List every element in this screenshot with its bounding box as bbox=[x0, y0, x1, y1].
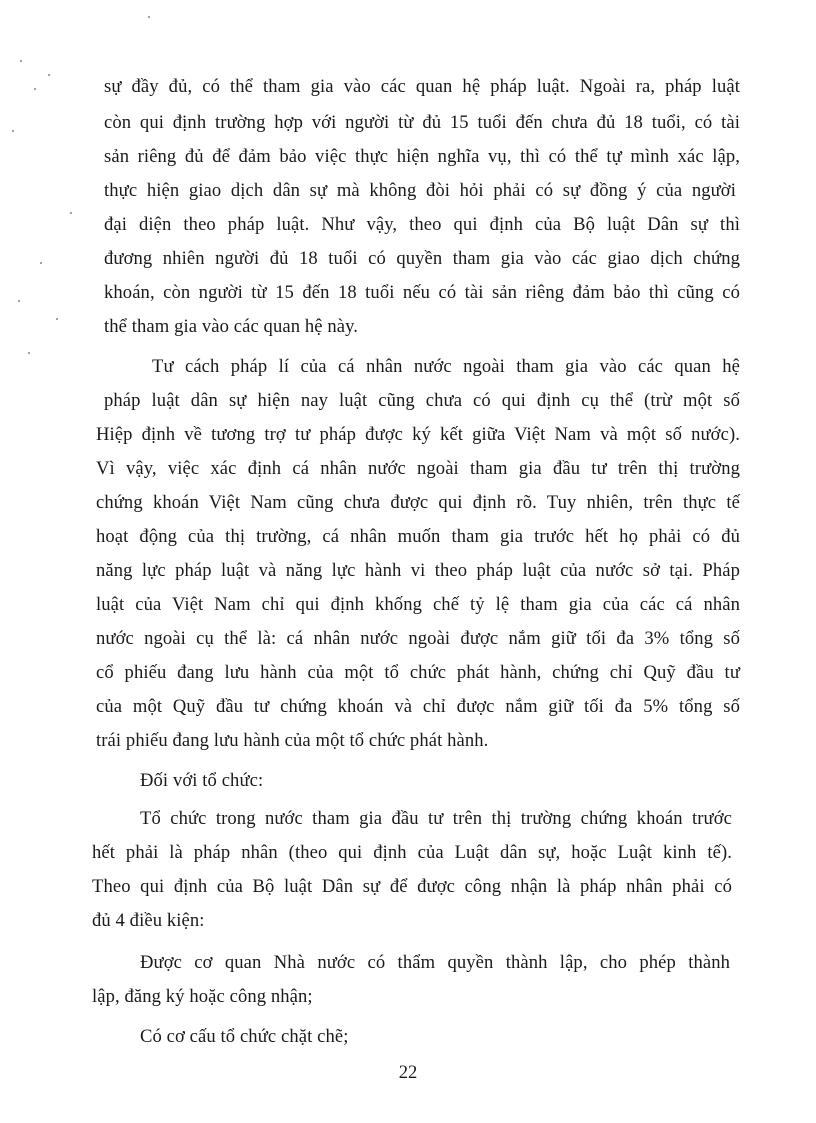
text-line: chứng khoán Việt Nam cũng chưa được qui định rõ. Tuy nhiên, trên thực tế bbox=[96, 492, 740, 513]
scan-speck bbox=[12, 130, 14, 132]
text-line: Theo qui định của Bộ luật Dân sự để được công nhận là pháp nhân phải có bbox=[92, 876, 732, 897]
text-line: khoán, còn người từ 15 đến 18 tuổi nếu có tài sản riêng đảm bảo thì cũng có bbox=[104, 282, 740, 303]
scan-speck bbox=[34, 88, 36, 90]
scan-speck bbox=[28, 352, 30, 354]
scan-speck bbox=[18, 300, 20, 302]
section-heading: Đối với tổ chức: bbox=[140, 770, 264, 791]
page-number: 22 bbox=[398, 1062, 418, 1083]
text-line: Hiệp định về tương trợ tư pháp được ký kết giữa Việt Nam và một số nước). bbox=[96, 424, 740, 445]
scan-speck bbox=[20, 60, 22, 62]
text-line: của một Quỹ đầu tư chứng khoán và chỉ được nắm giữ tối đa 5% tổng số bbox=[96, 696, 740, 717]
scan-speck bbox=[70, 212, 72, 214]
text-line: Tổ chức trong nước tham gia đầu tư trên thị trường chứng khoán trước bbox=[140, 808, 732, 829]
text-line: thể tham gia vào các quan hệ này. bbox=[104, 316, 359, 337]
text-line: pháp luật dân sự hiện nay luật cũng chưa có qui định cụ thể (trừ một số bbox=[104, 390, 740, 411]
text-line: sản riêng đủ để đảm bảo việc thực hiện nghĩa vụ, thì có thể tự mình xác lập, bbox=[104, 146, 740, 167]
text-line: Có cơ cấu tổ chức chặt chẽ; bbox=[140, 1026, 349, 1047]
text-line: sự đầy đủ, có thể tham gia vào các quan hệ pháp luật. Ngoài ra, pháp luật bbox=[104, 76, 740, 97]
text-line: Được cơ quan Nhà nước có thẩm quyền thành lập, cho phép thành bbox=[140, 952, 730, 973]
text-line: năng lực pháp luật và năng lực hành vi theo pháp luật của nước sở tại. Pháp bbox=[96, 560, 740, 581]
text-line: hoạt động của thị trường, cá nhân muốn tham gia trước hết họ phải có đủ bbox=[96, 526, 740, 547]
scan-speck bbox=[148, 16, 150, 18]
text-line: trái phiếu đang lưu hành của một tổ chức phát hành. bbox=[96, 730, 489, 751]
scan-speck bbox=[56, 318, 58, 320]
text-line: Tư cách pháp lí của cá nhân nước ngoài tham gia vào các quan hệ bbox=[152, 356, 740, 377]
text-line: đương nhiên người đủ 18 tuổi có quyền tham gia vào các giao dịch chứng bbox=[104, 248, 740, 269]
text-line: Vì vậy, việc xác định cá nhân nước ngoài tham gia đầu tư trên thị trường bbox=[96, 458, 740, 479]
text-line: hết phải là pháp nhân (theo qui định của Luật dân sự, hoặc Luật kinh tế). bbox=[92, 842, 732, 863]
text-line: đủ 4 điều kiện: bbox=[92, 910, 205, 931]
scan-speck bbox=[48, 74, 50, 76]
text-line: cổ phiếu đang lưu hành của một tổ chức phát hành, chứng chỉ Quỹ đầu tư bbox=[96, 662, 740, 683]
scan-speck bbox=[40, 262, 42, 264]
text-line: còn qui định trường hợp với người từ đủ 15 tuổi đến chưa đủ 18 tuổi, có tài bbox=[104, 112, 740, 133]
text-line: đại diện theo pháp luật. Như vậy, theo qui định của Bộ luật Dân sự thì bbox=[104, 214, 740, 235]
text-line: thực hiện giao dịch dân sự mà không đòi hỏi phải có sự đồng ý của người bbox=[104, 180, 736, 201]
text-line: nước ngoài cụ thể là: cá nhân nước ngoài được nắm giữ tối đa 3% tổng số bbox=[96, 628, 740, 649]
text-line: lập, đăng ký hoặc công nhận; bbox=[92, 986, 313, 1007]
text-line: luật của Việt Nam chỉ qui định khống chế tỷ lệ tham gia của các cá nhân bbox=[96, 594, 740, 615]
